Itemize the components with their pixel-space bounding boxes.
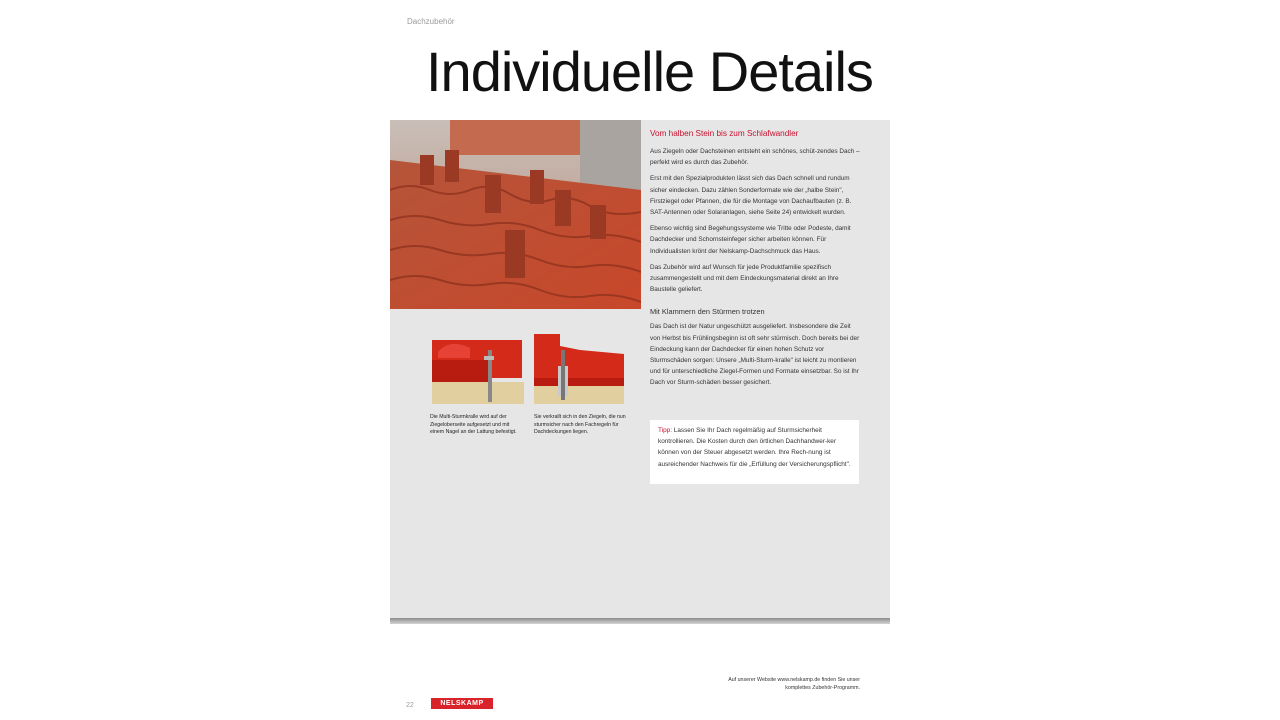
roof-photo [390, 120, 641, 309]
overline: Dachzubehör [407, 17, 455, 26]
tip-label: Tipp: [658, 427, 672, 434]
section-subtitle: Mit Klammern den Stürmen trotzen [650, 307, 765, 317]
article-paragraph: Erst mit den Spezialprodukten lässt sich das Dach schnell und rundum sicher eindecken. Dazu zählen Sonderformate wie der „halbe Stein", Firstziegel oder Pfannen, die für die Montage von Dachaufbauten (z. B. SAT-Antennen oder Solaranlagen, siehe Seite 24) entwickelt wurden. [650, 175, 852, 217]
tip-text: Lassen Sie Ihr Dach regelmäßig auf Sturmsicherheit kontrollieren. Die Kosten durch den örtlichen Dachhandwer-ker können von der Steuer abgesetzt werden. Ihre Rech-nung ist ausreichender Nachweis für die „Erfüllung der Versicherungspflicht". [658, 427, 851, 468]
article-paragraph: Das Dach ist der Natur ungeschützt ausgeliefert. Insbesondere die Zeit von Herbst bis Frühlingsbeginn ist oft sehr stürmisch. Doch bereits bei der Eindeckung kann der Dachdecker für einen hohen Schutz vor Sturmschäden sorgen: Unsere „Multi-Sturm-kralle" ist leicht zu montieren und für unterschiedliche Ziegel-Formen und Formate einsetzbar. So ist Ihr Dach vor Sturm-schäden besser gesichert. [650, 323, 860, 387]
storm-clip-diagram [430, 330, 626, 410]
caption-left: Die Multi-Sturmkralle wird auf der Ziegeloberseite aufgesetzt und mit einem Nagel an der Lattung befestigt. [430, 414, 517, 436]
page-number: 22 [406, 702, 414, 709]
nelskamp-logo: NELSKAMP [431, 698, 493, 709]
article-paragraph: Ebenso wichtig sind Begehungssysteme wie Tritte oder Podeste, damit Dachdecker und Schornsteinfeger sicher arbeiten können. Für Individualisten krönt der Nelskamp-Dachschmuck das Haus. [650, 225, 851, 255]
article-body [650, 128, 862, 394]
tip-box [650, 420, 859, 484]
article-paragraph: Das Zubehör wird auf Wunsch für jede Produktfamilie spezifisch zusammengestellt und mit dem Eindeckungsmaterial direkt an Ihre Baustelle geliefert. [650, 263, 839, 294]
footer-note: Auf unserer Website www.nelskamp.de finden Sie unser komplettes Zubehör-Programm. [728, 677, 860, 691]
panel-shadow [390, 618, 890, 624]
article-subtitle: Vom halben Stein bis zum Schlafwandler [650, 129, 799, 138]
caption-right: Sie verkrallt sich in den Ziegeln, die nun sturmsicher nach den Fachregeln für Dachdeckungen liegen. [534, 414, 626, 436]
page-title: Individuelle Details [426, 40, 873, 103]
article-paragraph: Aus Ziegeln oder Dachsteinen entsteht ein schönes, schüt-zendes Dach – perfekt wird es durch das Zubehör. [650, 148, 860, 167]
